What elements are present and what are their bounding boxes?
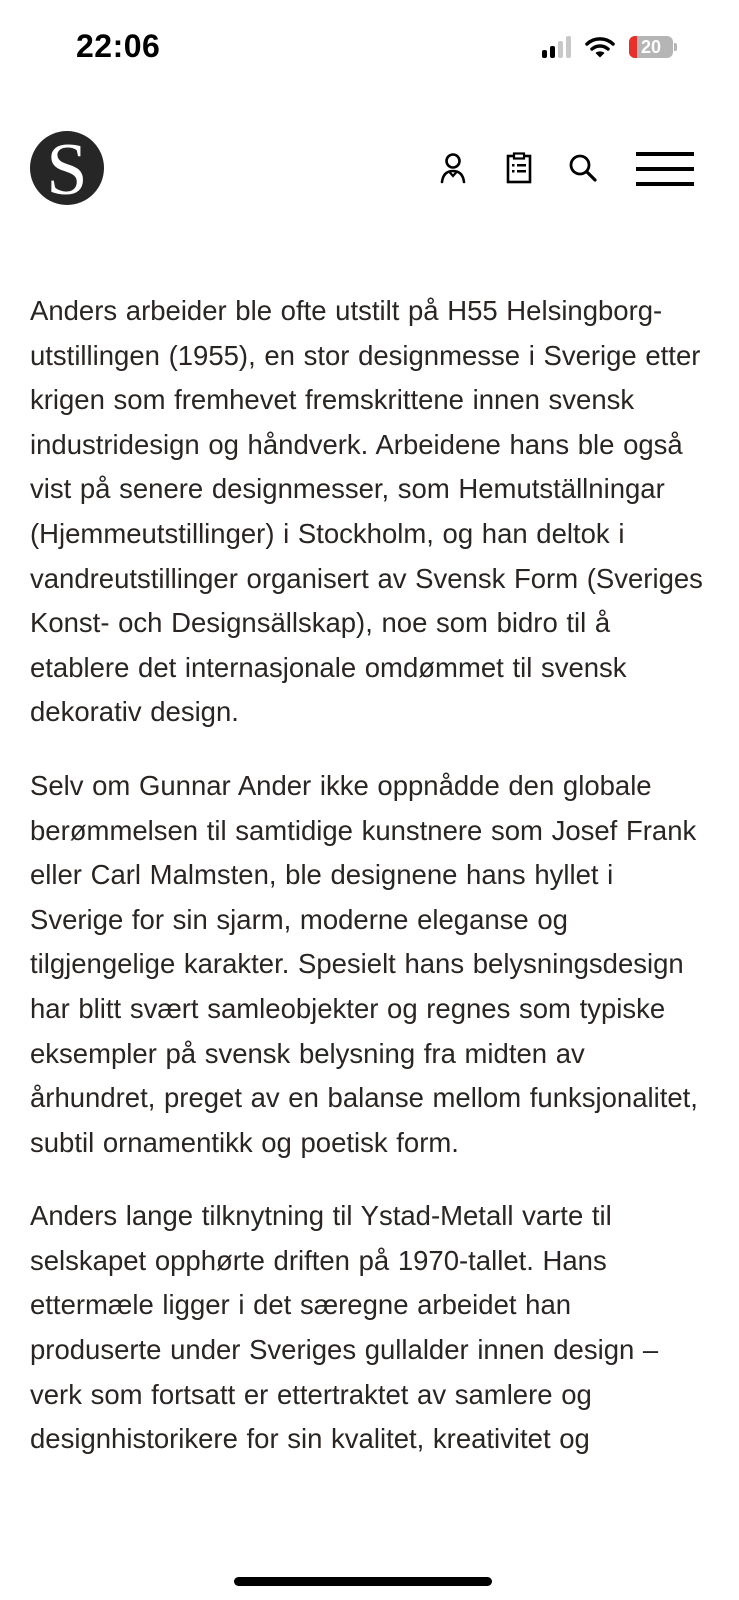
- orders-button[interactable]: [502, 151, 536, 185]
- signal-icon: [542, 36, 571, 58]
- site-logo[interactable]: [30, 129, 104, 211]
- wifi-icon: [585, 36, 615, 58]
- hamburger-menu-icon[interactable]: [636, 152, 694, 186]
- search-button[interactable]: [566, 151, 600, 185]
- user-icon: [438, 152, 468, 184]
- battery-percent: 20: [640, 37, 662, 57]
- article-paragraph: Selv om Gunnar Ander ikke oppnådde den globale berømmelsen til samtidige kunstnere som Josef Frank eller Carl Malmsten, ble designene hans hyllet i Sverige for sin sjarm, moderne eleganse og tilgjengelige karakter. Spesielt hans belysningsdesign har blitt svært samleobjekter og regnes som typiske eksempler på svensk belysning fra midten av århundret, preget av en balanse mellom funksjonalitet, subtil ornamentikk og poetisk form.: [30, 769, 698, 1158]
- article-body: [30, 289, 710, 1491]
- status-icons: [542, 36, 677, 58]
- home-indicator[interactable]: [234, 1577, 492, 1586]
- article-paragraph: Anders arbeider ble ofte utstilt på H55 Helsingborg-utstillingen (1955), en stor designmesse i Sverige etter krigen som fremhevet fremskrittene innen svensk industridesign og håndverk. Arbeidene hans ble også vist på senere designmesser, som Hemutställningar (Hjemmeutstillinger) i Stockholm, og han deltok i vandreutstillinger organisert av Svensk Form (Sveriges Konst- och Designsällskap), noe som bidro til å etablere det internasjonale omdømmet til svensk dekorativ design.: [30, 295, 703, 728]
- status-time: 22:06: [76, 28, 161, 64]
- account-button[interactable]: [436, 151, 470, 185]
- site-header: [0, 118, 739, 218]
- logo-letter: S: [46, 129, 88, 211]
- battery-icon: [629, 36, 677, 58]
- clipboard-list-icon: [506, 152, 532, 184]
- status-bar: [0, 0, 739, 100]
- search-icon: [568, 153, 598, 183]
- article-paragraph: Anders lange tilknytning til Ystad-Metall varte til selskapet opphørte driften på 1970-tallet. Hans ettermæle ligger i det særegne arbeidet han produserte under Sveriges gullalder innen design – verk som fortsatt er ettertraktet av samlere og designhistorikere for sin kvalitet, kreativitet og: [30, 1200, 659, 1455]
